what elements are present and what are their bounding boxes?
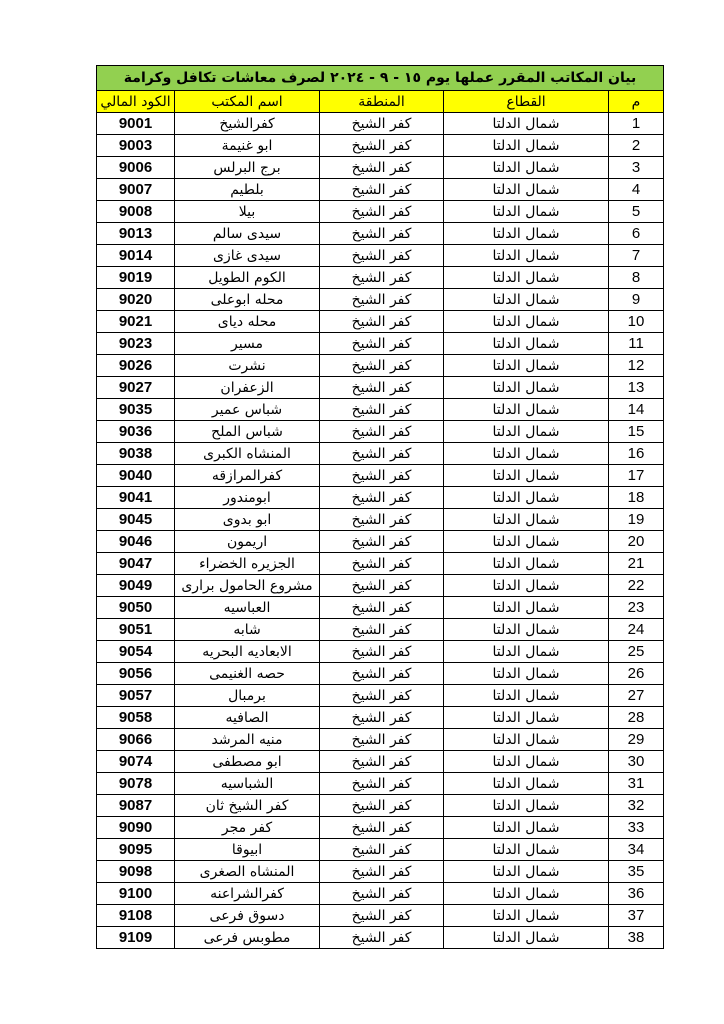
row-number: 28 [609,707,664,729]
office-name-cell: شابه [175,619,320,641]
office-name-cell: شباس الملح [175,421,320,443]
table-row [97,883,664,905]
region-cell: كفر الشيخ [320,135,444,157]
row-number: 31 [609,773,664,795]
sector-cell: شمال الدلتا [444,773,609,795]
office-name-cell: كفرالشيخ [175,113,320,135]
financial-code-cell: 9066 [97,729,175,751]
region-cell: كفر الشيخ [320,311,444,333]
financial-code-cell: 9046 [97,531,175,553]
region-cell: كفر الشيخ [320,641,444,663]
sector-cell: شمال الدلتا [444,905,609,927]
region-cell: كفر الشيخ [320,839,444,861]
row-number: 32 [609,795,664,817]
office-name-cell: كفر مجر [175,817,320,839]
office-name-cell: محله دياى [175,311,320,333]
row-number: 21 [609,553,664,575]
row-number: 24 [609,619,664,641]
office-name-cell: سيدى غازى [175,245,320,267]
sector-cell: شمال الدلتا [444,201,609,223]
row-number: 9 [609,289,664,311]
table-row [97,817,664,839]
table-row [97,641,664,663]
office-name-cell: نشرت [175,355,320,377]
office-name-cell: ابو بدوى [175,509,320,531]
table-row [97,421,664,443]
row-number: 14 [609,399,664,421]
row-number: 11 [609,333,664,355]
sector-cell: شمال الدلتا [444,267,609,289]
table-row [97,575,664,597]
table-row [97,333,664,355]
region-cell: كفر الشيخ [320,465,444,487]
sector-cell: شمال الدلتا [444,927,609,949]
sector-cell: شمال الدلتا [444,707,609,729]
table-row [97,685,664,707]
financial-code-cell: 9090 [97,817,175,839]
table-row [97,773,664,795]
header-code: الكود المالي [97,91,175,113]
sector-cell: شمال الدلتا [444,465,609,487]
region-cell: كفر الشيخ [320,597,444,619]
row-number: 8 [609,267,664,289]
sector-cell: شمال الدلتا [444,729,609,751]
financial-code-cell: 9036 [97,421,175,443]
financial-code-cell: 9047 [97,553,175,575]
financial-code-cell: 9098 [97,861,175,883]
region-cell: كفر الشيخ [320,861,444,883]
region-cell: كفر الشيخ [320,179,444,201]
row-number: 12 [609,355,664,377]
region-cell: كفر الشيخ [320,817,444,839]
financial-code-cell: 9007 [97,179,175,201]
row-number: 30 [609,751,664,773]
row-number: 27 [609,685,664,707]
region-cell: كفر الشيخ [320,113,444,135]
table-row [97,267,664,289]
sector-cell: شمال الدلتا [444,355,609,377]
region-cell: كفر الشيخ [320,443,444,465]
sector-cell: شمال الدلتا [444,641,609,663]
sector-cell: شمال الدلتا [444,553,609,575]
region-cell: كفر الشيخ [320,157,444,179]
financial-code-cell: 9014 [97,245,175,267]
row-number: 36 [609,883,664,905]
office-name-cell: ابيوقا [175,839,320,861]
office-name-cell: الكوم الطويل [175,267,320,289]
table-row [97,179,664,201]
region-cell: كفر الشيخ [320,421,444,443]
row-number: 7 [609,245,664,267]
sector-cell: شمال الدلتا [444,311,609,333]
region-cell: كفر الشيخ [320,289,444,311]
region-cell: كفر الشيخ [320,201,444,223]
financial-code-cell: 9109 [97,927,175,949]
region-cell: كفر الشيخ [320,619,444,641]
sector-cell: شمال الدلتا [444,135,609,157]
office-name-cell: ابومندور [175,487,320,509]
row-number: 15 [609,421,664,443]
row-number: 20 [609,531,664,553]
sector-cell: شمال الدلتا [444,245,609,267]
table-row [97,905,664,927]
financial-code-cell: 9051 [97,619,175,641]
sector-cell: شمال الدلتا [444,817,609,839]
region-cell: كفر الشيخ [320,245,444,267]
row-number: 37 [609,905,664,927]
header-num: م [609,91,664,113]
table-row [97,553,664,575]
region-cell: كفر الشيخ [320,377,444,399]
header-region: المنطقة [320,91,444,113]
office-name-cell: شباس عمير [175,399,320,421]
region-cell: كفر الشيخ [320,707,444,729]
financial-code-cell: 9057 [97,685,175,707]
table-row [97,597,664,619]
sector-cell: شمال الدلتا [444,509,609,531]
office-name-cell: بيلا [175,201,320,223]
sector-cell: شمال الدلتا [444,377,609,399]
financial-code-cell: 9001 [97,113,175,135]
office-name-cell: مطوبس فرعى [175,927,320,949]
row-number: 33 [609,817,664,839]
table-body [97,113,664,949]
office-name-cell: بلطيم [175,179,320,201]
financial-code-cell: 9049 [97,575,175,597]
financial-code-cell: 9074 [97,751,175,773]
row-number: 29 [609,729,664,751]
region-cell: كفر الشيخ [320,223,444,245]
region-cell: كفر الشيخ [320,663,444,685]
table-row [97,399,664,421]
row-number: 38 [609,927,664,949]
sector-cell: شمال الدلتا [444,685,609,707]
financial-code-cell: 9045 [97,509,175,531]
row-number: 6 [609,223,664,245]
sector-cell: شمال الدلتا [444,751,609,773]
offices-sheet [96,65,663,949]
row-number: 4 [609,179,664,201]
office-name-cell: الصافيه [175,707,320,729]
financial-code-cell: 9078 [97,773,175,795]
row-number: 13 [609,377,664,399]
sector-cell: شمال الدلتا [444,883,609,905]
table-row [97,289,664,311]
sector-cell: شمال الدلتا [444,399,609,421]
table-row [97,311,664,333]
financial-code-cell: 9035 [97,399,175,421]
financial-code-cell: 9040 [97,465,175,487]
sheet-title: بيان المكاتب المقرر عملها يوم ١٥ - ٩ - ٢٠٢٤ لصرف معاشات تكافل وكرامة [97,66,664,91]
financial-code-cell: 9021 [97,311,175,333]
table-row [97,355,664,377]
office-name-cell: برج البرلس [175,157,320,179]
row-number: 16 [609,443,664,465]
region-cell: كفر الشيخ [320,883,444,905]
sector-cell: شمال الدلتا [444,619,609,641]
region-cell: كفر الشيخ [320,751,444,773]
sector-cell: شمال الدلتا [444,663,609,685]
table-row [97,443,664,465]
table-row [97,861,664,883]
region-cell: كفر الشيخ [320,553,444,575]
row-number: 35 [609,861,664,883]
region-cell: كفر الشيخ [320,729,444,751]
sector-cell: شمال الدلتا [444,597,609,619]
region-cell: كفر الشيخ [320,685,444,707]
financial-code-cell: 9027 [97,377,175,399]
financial-code-cell: 9008 [97,201,175,223]
table-row [97,531,664,553]
office-name-cell: منيه المرشد [175,729,320,751]
table-row [97,707,664,729]
office-name-cell: الشباسيه [175,773,320,795]
table-row [97,157,664,179]
sector-cell: شمال الدلتا [444,223,609,245]
table-row [97,465,664,487]
region-cell: كفر الشيخ [320,905,444,927]
table-row [97,245,664,267]
financial-code-cell: 9019 [97,267,175,289]
financial-code-cell: 9038 [97,443,175,465]
office-name-cell: المنشاه الكبرى [175,443,320,465]
office-name-cell: مشروع الحامول برارى [175,575,320,597]
financial-code-cell: 9003 [97,135,175,157]
table-row [97,729,664,751]
row-number: 23 [609,597,664,619]
office-name-cell: سيدى سالم [175,223,320,245]
sector-cell: شمال الدلتا [444,443,609,465]
table-row [97,839,664,861]
sector-cell: شمال الدلتا [444,333,609,355]
region-cell: كفر الشيخ [320,773,444,795]
financial-code-cell: 9058 [97,707,175,729]
office-name-cell: كفرالشراعنه [175,883,320,905]
sector-cell: شمال الدلتا [444,157,609,179]
office-name-cell: العباسيه [175,597,320,619]
office-name-cell: ابو غنيمة [175,135,320,157]
sector-cell: شمال الدلتا [444,531,609,553]
office-name-cell: كفر الشيخ ثان [175,795,320,817]
title-row [97,66,664,91]
office-name-cell: الابعاديه البحريه [175,641,320,663]
table-row [97,487,664,509]
row-number: 26 [609,663,664,685]
office-name-cell: حصه الغنيمى [175,663,320,685]
region-cell: كفر الشيخ [320,575,444,597]
row-number: 17 [609,465,664,487]
table-row [97,927,664,949]
sector-cell: شمال الدلتا [444,113,609,135]
office-name-cell: الزعفران [175,377,320,399]
row-number: 1 [609,113,664,135]
region-cell: كفر الشيخ [320,509,444,531]
row-number: 3 [609,157,664,179]
sector-cell: شمال الدلتا [444,795,609,817]
region-cell: كفر الشيخ [320,267,444,289]
financial-code-cell: 9020 [97,289,175,311]
sector-cell: شمال الدلتا [444,839,609,861]
sector-cell: شمال الدلتا [444,575,609,597]
region-cell: كفر الشيخ [320,487,444,509]
financial-code-cell: 9100 [97,883,175,905]
office-name-cell: المنشاه الصغرى [175,861,320,883]
region-cell: كفر الشيخ [320,531,444,553]
region-cell: كفر الشيخ [320,795,444,817]
table-row [97,795,664,817]
financial-code-cell: 9095 [97,839,175,861]
financial-code-cell: 9056 [97,663,175,685]
sector-cell: شمال الدلتا [444,861,609,883]
sector-cell: شمال الدلتا [444,421,609,443]
row-number: 2 [609,135,664,157]
sector-cell: شمال الدلتا [444,487,609,509]
financial-code-cell: 9026 [97,355,175,377]
table-row [97,751,664,773]
financial-code-cell: 9013 [97,223,175,245]
table-row [97,113,664,135]
financial-code-cell: 9054 [97,641,175,663]
row-number: 34 [609,839,664,861]
table-row [97,201,664,223]
financial-code-cell: 9050 [97,597,175,619]
table-row [97,135,664,157]
sector-cell: شمال الدلتا [444,289,609,311]
table-row [97,377,664,399]
office-name-cell: محله ابوعلى [175,289,320,311]
header-sector: القطاع [444,91,609,113]
row-number: 25 [609,641,664,663]
region-cell: كفر الشيخ [320,355,444,377]
region-cell: كفر الشيخ [320,399,444,421]
region-cell: كفر الشيخ [320,333,444,355]
office-name-cell: اريمون [175,531,320,553]
region-cell: كفر الشيخ [320,927,444,949]
financial-code-cell: 9023 [97,333,175,355]
financial-code-cell: 9087 [97,795,175,817]
row-number: 5 [609,201,664,223]
table-row [97,663,664,685]
financial-code-cell: 9006 [97,157,175,179]
table-row [97,619,664,641]
financial-code-cell: 9041 [97,487,175,509]
sector-cell: شمال الدلتا [444,179,609,201]
office-name-cell: الجزيره الخضراء [175,553,320,575]
office-name-cell: ابو مصطفى [175,751,320,773]
office-name-cell: برمبال [175,685,320,707]
financial-code-cell: 9108 [97,905,175,927]
office-name-cell: كفرالمرازقه [175,465,320,487]
table-row [97,509,664,531]
row-number: 18 [609,487,664,509]
header-office: اسم المكتب [175,91,320,113]
row-number: 22 [609,575,664,597]
table-row [97,223,664,245]
row-number: 19 [609,509,664,531]
office-name-cell: مسير [175,333,320,355]
row-number: 10 [609,311,664,333]
offices-table [96,65,664,949]
office-name-cell: دسوق فرعى [175,905,320,927]
header-row [97,91,664,113]
